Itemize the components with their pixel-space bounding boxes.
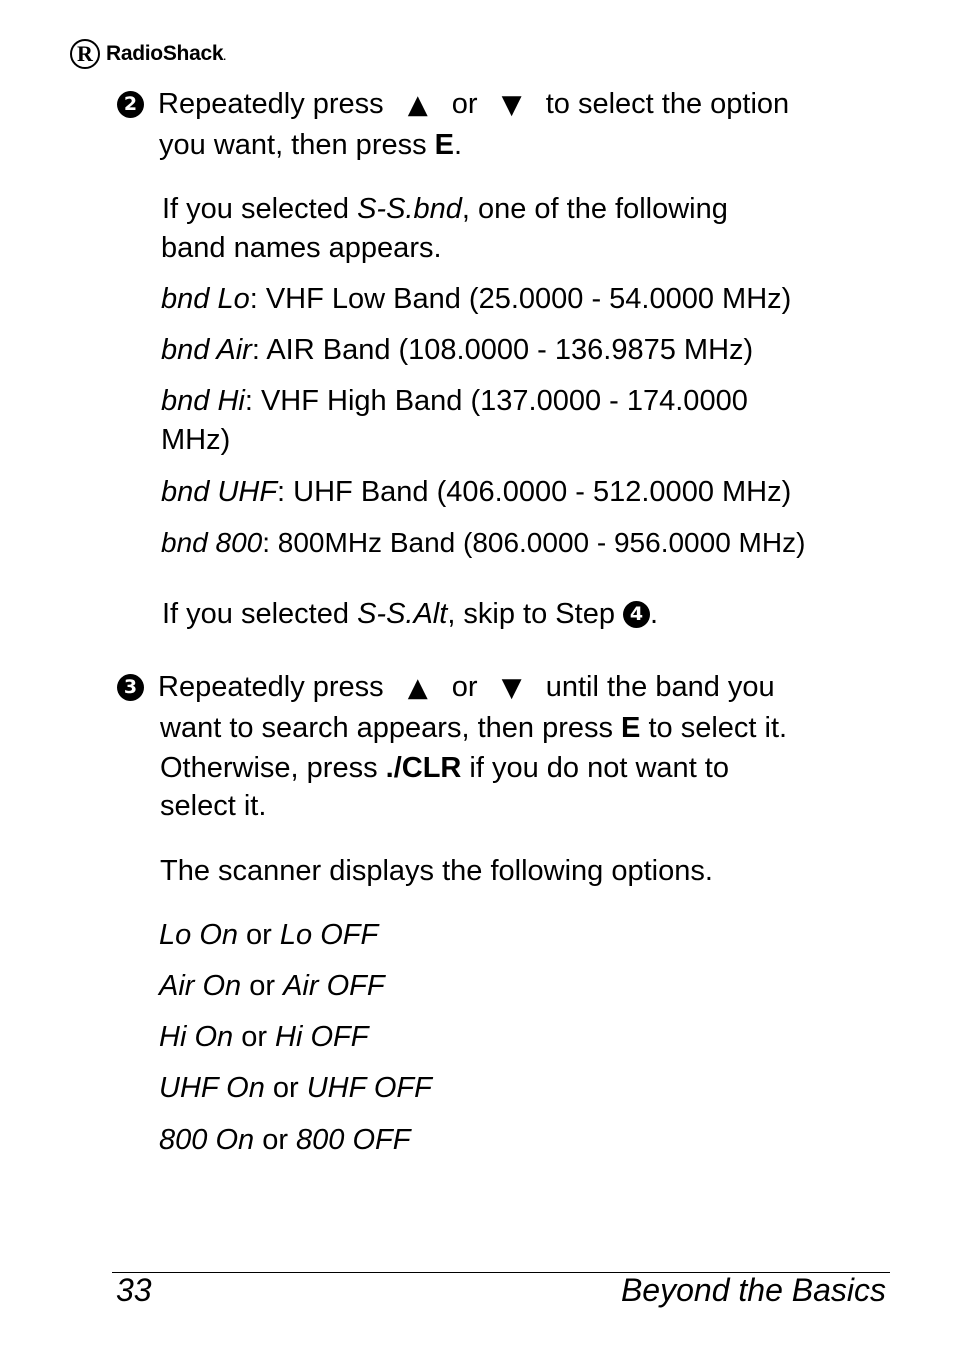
step-number-2-icon: 2 [117, 91, 144, 118]
mode-code: S-S.Alt [357, 598, 448, 630]
up-arrow-icon: ▲ [407, 673, 428, 703]
step2-para1-line2: band names appears. [161, 232, 442, 264]
option-item: Hi On or Hi OFF [159, 1021, 369, 1053]
up-arrow-icon: ▲ [407, 90, 428, 120]
page-number: 33 [116, 1272, 152, 1308]
band-item: bnd 800: 800MHz Band (806.0000 - 956.0000 MHz) [161, 527, 806, 558]
mode-code: S-S.bnd [357, 193, 462, 225]
down-arrow-icon: ▼ [501, 673, 522, 703]
option-item: Air On or Air OFF [159, 970, 385, 1002]
band-item: bnd Air: AIR Band (108.0000 - 136.9875 MHz) [161, 334, 754, 366]
key-e: E [621, 712, 641, 744]
step-number-4-icon: 4 [623, 601, 650, 628]
step-number-3-icon: 3 [117, 674, 144, 701]
key-clr: CLR [401, 752, 462, 784]
down-arrow-icon: ▼ [501, 90, 522, 120]
step3-line2: want to search appears, then press E to select it. [160, 712, 788, 744]
step3-line3: Otherwise, press ./CLR if you do not want to [160, 752, 729, 784]
step2-para1-line1: If you selected S-S.bnd, one of the following [162, 193, 728, 225]
option-item: Lo On or Lo OFF [159, 919, 379, 951]
key-e: E [434, 129, 454, 161]
band-item: bnd Hi: VHF High Band (137.0000 - 174.0000 [161, 385, 748, 417]
brand-logo [70, 36, 226, 72]
option-item: 800 On or 800 OFF [159, 1124, 411, 1156]
option-item: UHF On or UHF OFF [159, 1072, 432, 1104]
step3-line1: 3 Repeatedly press ▲ or ▼ until the band you [117, 667, 775, 708]
band-item: bnd UHF: UHF Band (406.0000 - 512.0000 MHz) [161, 476, 792, 508]
step2-line1: 2 Repeatedly press ▲ or ▼ to select the option [117, 84, 789, 125]
brand-name: RadioShack. [106, 42, 226, 65]
step2-line2: you want, then press E. [159, 129, 463, 161]
step3-para: The scanner displays the following options. [160, 855, 713, 887]
registered-mark-icon: R [70, 39, 100, 69]
step3-line4: select it. [160, 790, 267, 822]
step2-para2: If you selected S-S.Alt, skip to Step 4 . [162, 598, 659, 630]
band-item: bnd Lo: VHF Low Band (25.0000 - 54.0000 MHz) [161, 283, 792, 315]
section-title: Beyond the Basics [620, 1272, 886, 1308]
band-item-continued: MHz) [161, 424, 231, 456]
